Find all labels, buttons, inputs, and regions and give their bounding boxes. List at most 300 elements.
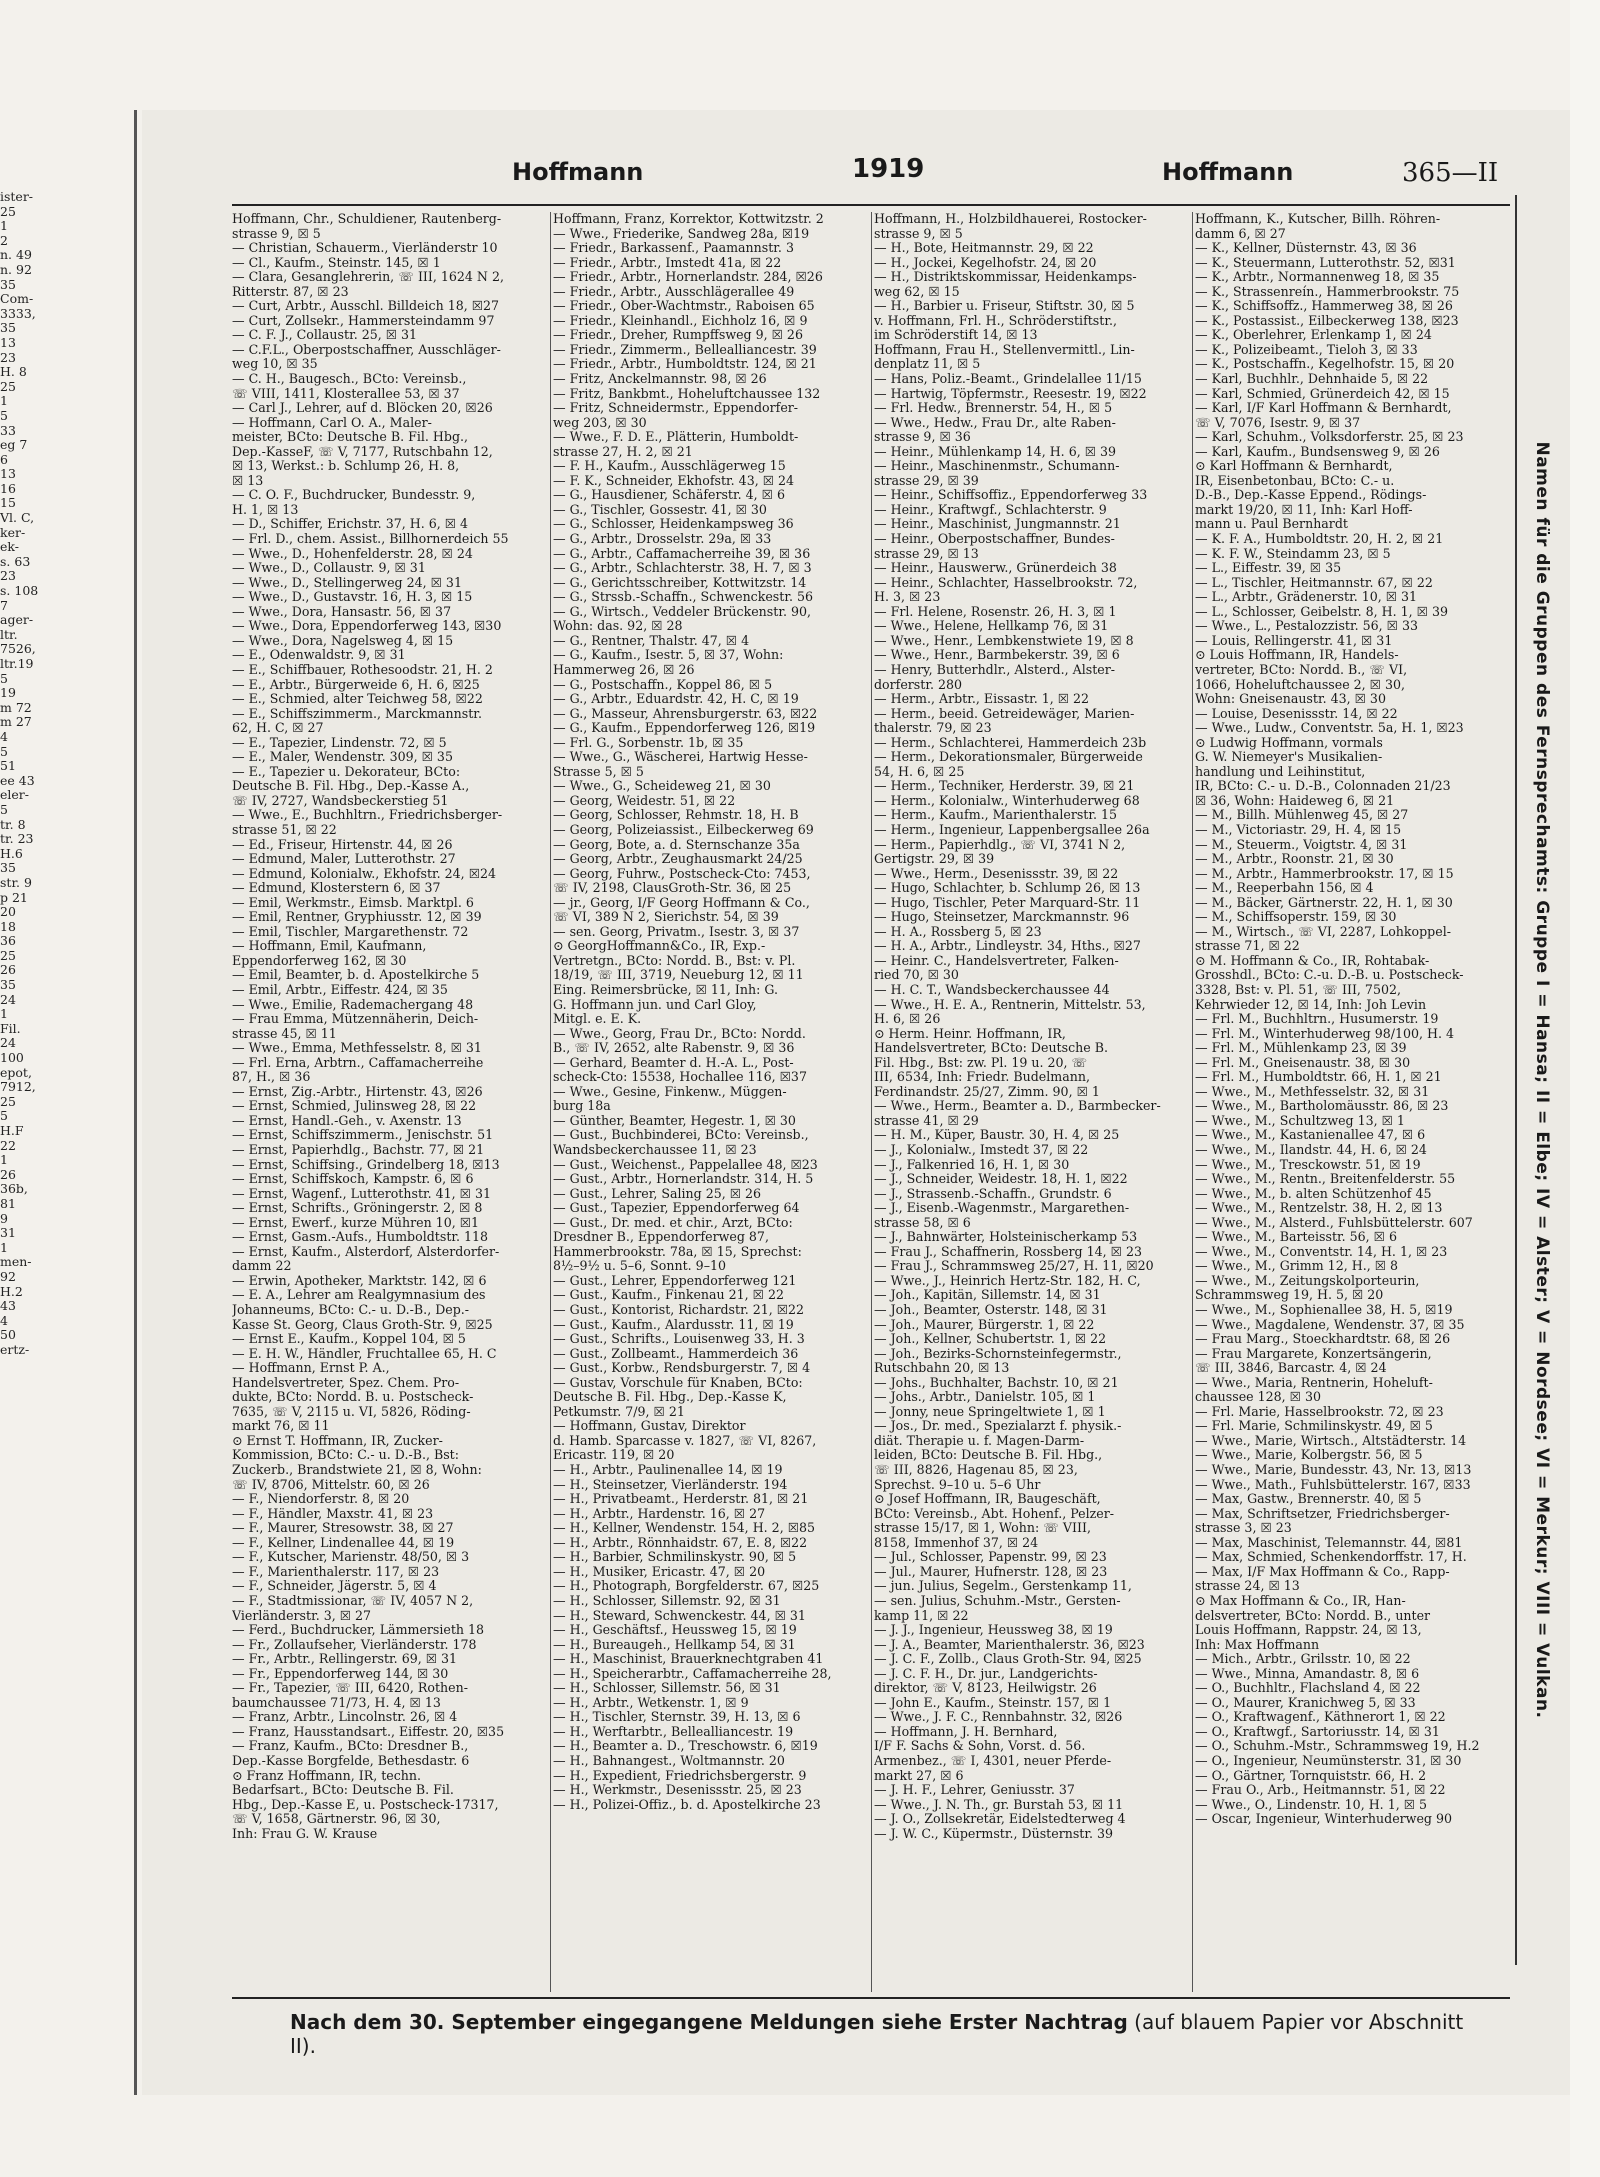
directory-entry-line: — Franz, Arbtr., Lincolnstr. 26, ☒ 4 (232, 1710, 458, 1725)
fragment-line: 51 (0, 758, 16, 774)
directory-entry-line: — Gust., Weichenst., Pappelallee 48, ☒23 (553, 1157, 818, 1172)
directory-entry-line: strasse 27, H. 2, ☒ 21 (553, 444, 693, 459)
directory-entry-line: ⊙ Karl Hoffmann & Bernhardt, (1195, 459, 1393, 474)
directory-entry-line: — H., Bote, Heitmannstr. 29, ☒ 22 (874, 241, 1094, 256)
directory-entry-line: — Georg, Polizeiassist., Eilbeckerweg 69 (553, 822, 814, 837)
directory-entry-line: — Friedr., Arbtr., Ausschlägerallee 49 (553, 284, 795, 299)
fragment-line: ager- (0, 612, 34, 628)
fragment-line: 3333, (0, 305, 36, 321)
directory-entry-line: — Frl. G., Sorbenstr. 1b, ☒ 35 (553, 735, 744, 750)
directory-entry-line: ☏ III, 3846, Barcastr. 4, ☒ 24 (1195, 1361, 1387, 1376)
fragment-line: 100 (0, 1050, 24, 1066)
directory-entry-line: — Edmund, Maler, Lutterothstr. 27 (232, 852, 456, 867)
directory-entry-line: Bedarfsart., BCto: Deutsche B. Fil. (232, 1783, 454, 1798)
directory-entry-line: — Wwe., D., Collaustr. 9, ☒ 31 (232, 561, 426, 576)
fragment-line: 35 (0, 320, 16, 336)
directory-entry-line: delsvertreter, BCto: Nordd. B., unter (1195, 1608, 1431, 1623)
directory-entry-line: Inh: Frau G. W. Krause (232, 1826, 378, 1841)
directory-entry-line: Fil. Hbg., Bst: zw. Pl. 19 u. 20, ☏ (874, 1055, 1088, 1070)
directory-entry-line: — Frl. D., chem. Assist., Billhornerdeich 55 (232, 532, 509, 547)
fragment-line: n. 49 (0, 247, 32, 263)
directory-entry-line: Hammerbrookstr. 78a, ☒ 15, Sprechst: (553, 1244, 802, 1259)
fragment-line: ker- (0, 524, 26, 540)
fragment-line: ltr. (0, 626, 18, 642)
directory-entry-line: — Herm., Arbtr., Eissastr. 1, ☒ 22 (874, 692, 1090, 707)
directory-entry-line: — J. W. C., Küpermstr., Düsternstr. 39 (874, 1826, 1114, 1841)
directory-entry-line: damm 22 (232, 1259, 292, 1274)
directory-entry-line: — H. A., Rossberg 5, ☒ 23 (874, 924, 1042, 939)
directory-entry-line: — Emil, Werkmstr., Eimsb. Marktpl. 6 (232, 895, 474, 910)
directory-entry-line: — G., Rentner, Thalstr. 47, ☒ 4 (553, 633, 750, 648)
directory-entry-line: — Ernst, Kaufm., Alsterdorf, Alsterdorfer- (232, 1244, 500, 1259)
directory-entry-line: — H., Jockei, Kegelhofstr. 24, ☒ 20 (874, 255, 1097, 270)
directory-entry-line: — H., Speicherarbtr., Caffamacherreihe 28, (553, 1666, 832, 1681)
directory-entry-line: Zuckerb., Brandstwiete 21, ☒ 8, Wohn: (232, 1463, 482, 1478)
directory-entry-line: — Wwe., M., Conventstr. 14, H. 1, ☒ 23 (1195, 1244, 1448, 1259)
directory-entry-line: — Karl, Buchhlr., Dehnhaide 5, ☒ 22 (1195, 372, 1429, 387)
directory-entry-line: — Friedr., Ober-Wachtmstr., Raboisen 65 (553, 299, 815, 314)
header-name-right: Hoffmann (1162, 158, 1294, 186)
directory-entry-line: — jr., Georg, I/F Georg Hoffmann & Co., (553, 895, 810, 910)
directory-entry-line: — Wwe., Emma, Methfesselstr. 8, ☒ 31 (232, 1041, 482, 1056)
directory-entry-line: — M., Arbtr., Roonstr. 21, ☒ 30 (1195, 852, 1394, 867)
directory-entry-line: — G., Arbtr., Schlachterstr. 38, H. 7, ☒ 3 (553, 561, 812, 576)
directory-entry-line: — Hoffmann, Carl O. A., Maler- (232, 415, 432, 430)
directory-entry-line: markt 19/20, ☒ 11, Inh: Karl Hoff- (1195, 502, 1413, 517)
fragment-line: 18 (0, 918, 16, 934)
fragment-line: 20 (0, 904, 16, 920)
fragment-line: str. 9 (0, 874, 32, 890)
directory-entry-line: Dep.-KasseF, ☏ V, 7177, Rutschbahn 12, (232, 444, 493, 459)
directory-entry-line: — Jul., Schlosser, Papenstr. 99, ☒ 23 (874, 1550, 1107, 1565)
directory-entry-line: — Max, Schmied, Schenkendorffstr. 17, H. (1195, 1550, 1467, 1565)
directory-entry-line: strasse 29, ☒ 13 (874, 546, 979, 561)
directory-entry-line: — K., Steuermann, Lutterothstr. 52, ☒31 (1195, 255, 1456, 270)
previous-page-fragment (0, 190, 40, 2070)
directory-entry-line: kamp 11, ☒ 22 (874, 1608, 969, 1623)
directory-entry-line: strasse 9, ☒ 5 (232, 226, 321, 241)
directory-entry-line: — Joh., Beamter, Osterstr. 148, ☒ 31 (874, 1303, 1108, 1318)
directory-entry-line: — Wwe., O., Lindenstr. 10, H. 1, ☒ 5 (1195, 1797, 1428, 1812)
directory-entry-line: — Wwe., Henr., Barmbekerstr. 39, ☒ 6 (874, 648, 1120, 663)
fragment-line: 25 (0, 203, 16, 219)
fragment-line: 7912, (0, 1079, 36, 1095)
directory-column-1 (232, 212, 547, 1992)
directory-entry-line: scheck-Cto: 15538, Hochallee 116, ☒37 (553, 1070, 807, 1085)
directory-entry-line: Hoffmann, Chr., Schuldiener, Rautenberg- (232, 212, 502, 226)
directory-entry-line: — Wwe., Math., Fuhlsbüttelerstr. 167, ☒33 (1195, 1477, 1471, 1492)
fragment-line: 5 (0, 1108, 8, 1124)
directory-entry-line: — O., Ingenieur, Neumünsterstr. 31, ☒ 30 (1195, 1753, 1462, 1768)
directory-entry-line: strasse 24, ☒ 13 (1195, 1579, 1300, 1594)
directory-entry-line: — Carl J., Lehrer, auf d. Blöcken 20, ☒26 (232, 401, 493, 416)
directory-entry-line: — Jul., Maurer, Hufnerstr. 128, ☒ 23 (874, 1564, 1108, 1579)
directory-entry-line: — Frau Marg., Stoeckhardtstr. 68, ☒ 26 (1195, 1332, 1451, 1347)
directory-entry-line: — Fritz, Anckelmannstr. 98, ☒ 26 (553, 372, 767, 387)
fragment-line: 50 (0, 1327, 16, 1343)
directory-entry-line: — Franz, Hausstandsart., Eiffestr. 20, ☒35 (232, 1724, 505, 1739)
directory-entry-line: — Wwe., Herm., Beamter a. D., Barmbecker- (874, 1099, 1161, 1114)
directory-entry-line: — Friedr., Zimmerm., Bellealliancestr. 39 (553, 342, 817, 357)
directory-entry-line: D.-B., Dep.-Kasse Eppend., Rödings- (1195, 488, 1427, 503)
directory-entry-line: — Oscar, Ingenieur, Winterhuderweg 90 (1195, 1812, 1453, 1827)
directory-entry-line: — Friedr., Kleinhandl., Eichholz 16, ☒ 9 (553, 313, 808, 328)
directory-entry-line: — H. C. T., Wandsbeckerchaussee 44 (874, 982, 1110, 997)
directory-entry-line: — Wwe., M., Grimm 12, H., ☒ 8 (1195, 1259, 1399, 1274)
gutter-line (134, 110, 137, 2095)
directory-entry-line: Ferdinandstr. 25/27, Zimm. 90, ☒ 1 (874, 1084, 1100, 1099)
directory-entry-line: — G., Wirtsch., Veddeler Brückenstr. 90, (553, 604, 811, 619)
fragment-line: 81 (0, 1195, 16, 1211)
directory-entry-line: ⊙ Max Hoffmann & Co., IR, Han- (1195, 1593, 1406, 1608)
fragment-line: H.2 (0, 1283, 23, 1299)
directory-column-4 (1195, 212, 1510, 1992)
directory-entry-line: — Friedr., Arbtr., Humboldtstr. 124, ☒ 21 (553, 357, 817, 372)
directory-entry-line: — Ernst, Handl.-Geh., v. Axenstr. 13 (232, 1113, 462, 1128)
directory-entry-line: — M., Billh. Mühlenweg 45, ☒ 27 (1195, 808, 1409, 823)
directory-entry-line: meister, BCto: Deutsche B. Fil. Hbg., (232, 430, 469, 445)
fragment-line: 92 (0, 1268, 16, 1284)
directory-entry-line: ☒ 13 (232, 473, 264, 488)
directory-entry-line: — C.F.L., Oberpostschaffner, Ausschläger- (232, 342, 501, 357)
directory-entry-line: — Herm., Techniker, Herderstr. 39, ☒ 21 (874, 779, 1135, 794)
directory-entry-line: — Wwe., J. N. Th., gr. Burstah 53, ☒ 11 (874, 1797, 1124, 1812)
directory-entry-line: — Wwe., M., Alsterd., Fuhlsbüttelerstr. 607 (1195, 1215, 1473, 1230)
directory-entry-line: strasse 3, ☒ 23 (1195, 1521, 1292, 1536)
directory-entry-line: — Gust., Tapezier, Eppendorferweg 64 (553, 1201, 800, 1216)
directory-entry-line: — Ernst, Schiffszimmerm., Jenischstr. 51 (232, 1128, 494, 1143)
directory-entry-line: — Emil, Arbtr., Eiffestr. 424, ☒ 35 (232, 982, 448, 997)
directory-entry-line: — Georg, Schlosser, Rehmstr. 18, H. B (553, 808, 799, 823)
directory-entry-line: weg 10, ☒ 35 (232, 357, 318, 372)
directory-entry-line: ⊙ Franz Hoffmann, IR, techn. (232, 1768, 422, 1783)
directory-entry-line: — H., Barbier u. Friseur, Stiftstr. 30, ☒ 5 (874, 299, 1135, 314)
directory-entry-line: — Wwe., Dora, Hansastr. 56, ☒ 37 (232, 604, 452, 619)
directory-entry-line: denplatz 11, ☒ 5 (874, 357, 981, 372)
directory-entry-line: — Henry, Butterhdlr., Alsterd., Alster- (874, 662, 1115, 677)
directory-entry-line: Grosshdl., BCto: C.-u. D.-B. u. Postscheck- (1195, 968, 1464, 983)
directory-entry-line: — Joh., Bezirks-Schornsteinfegermstr., (874, 1346, 1122, 1361)
directory-entry-line: strasse 45, ☒ 11 (232, 1026, 337, 1041)
fragment-line: 24 (0, 1035, 16, 1051)
directory-entry-line: — O., Gärtner, Tornquiststr. 66, H. 2 (1195, 1768, 1427, 1783)
directory-entry-line: G. W. Niemeyer's Musikalien- (1195, 750, 1383, 765)
directory-entry-line: v. Hoffmann, Frl. H., Schröderstiftstr., (874, 313, 1117, 328)
directory-entry-line: — Hoffmann, Gustav, Direktor (553, 1419, 746, 1434)
directory-entry-line: — K., Postassist., Eilbeckerweg 138, ☒23 (1195, 313, 1459, 328)
directory-entry-line: — H., Geschäftsf., Heussweg 15, ☒ 19 (553, 1623, 797, 1638)
directory-entry-line: Schrammsweg 19, H. 5, ☒ 20 (1195, 1288, 1384, 1303)
directory-entry-line: — Fr., Zollaufseher, Vierländerstr. 178 (232, 1637, 477, 1652)
directory-entry-line: d. Hamb. Sparcasse v. 1827, ☏ VI, 8267, (553, 1433, 817, 1448)
directory-entry-line: — H., Musiker, Ericastr. 47, ☒ 20 (553, 1564, 766, 1579)
directory-entry-line: — Wwe., Marie, Kolbergstr. 56, ☒ 5 (1195, 1448, 1423, 1463)
directory-entry-line: — Georg, Fuhrw., Postscheck-Cto: 7453, (553, 866, 811, 881)
directory-entry-line: — E., Schiffszimmerm., Marckmannstr. (232, 706, 482, 721)
fragment-line: 13 (0, 334, 16, 350)
directory-entry-line: Sprechst. 9–10 u. 5–6 Uhr (874, 1477, 1041, 1492)
fragment-line: tr. 8 (0, 816, 26, 832)
directory-entry-line: — Wwe., Hedw., Frau Dr., alte Raben- (874, 415, 1116, 430)
fragment-line: 36 (0, 933, 16, 949)
directory-entry-line: — L., Eiffestr. 39, ☒ 35 (1195, 561, 1342, 576)
directory-entry-line: — F., Niendorferstr. 8, ☒ 20 (232, 1492, 410, 1507)
directory-entry-line: dukte, BCto: Nordd. B. u. Postscheck- (232, 1390, 474, 1405)
directory-entry-line: — Frl. M., Buchhltrn., Husumerstr. 19 (1195, 1012, 1439, 1027)
directory-entry-line: — Wwe., M., Sophienallee 38, H. 5, ☒19 (1195, 1303, 1453, 1318)
directory-entry-line: ☏ III, 8826, Hagenau 85, ☒ 23, (874, 1463, 1078, 1478)
directory-entry-line: I/F F. Sachs & Sohn, Vorst. d. 56. (874, 1739, 1086, 1754)
fragment-line: 23 (0, 349, 16, 365)
directory-entry-line: — Max, Schriftsetzer, Friedrichsberger- (1195, 1506, 1450, 1521)
scan-edge (1570, 0, 1600, 2177)
directory-entry-line: Handelsvertreter, BCto: Deutsche B. (874, 1041, 1108, 1056)
directory-entry-line: — E., Odenwaldstr. 9, ☒ 31 (232, 648, 406, 663)
directory-entry-line: — Frau O., Arb., Heitmannstr. 51, ☒ 22 (1195, 1783, 1446, 1798)
directory-entry-line: — Gust., Lehrer, Saling 25, ☒ 26 (553, 1186, 762, 1201)
directory-entry-line: ☏ IV, 2727, Wandsbeckerstieg 51 (232, 793, 449, 808)
fragment-line: 6 (0, 451, 8, 467)
directory-entry-line: Vierländerstr. 3, ☒ 27 (232, 1608, 372, 1623)
directory-entry-line: ☏ IV, 2198, ClausGroth-Str. 36, ☒ 25 (553, 881, 792, 896)
fragment-line: 19 (0, 685, 16, 701)
directory-entry-line: — F., Marienthalerstr. 117, ☒ 23 (232, 1564, 440, 1579)
directory-entry-line: — Karl, Schmied, Grünerdeich 42, ☒ 15 (1195, 386, 1450, 401)
directory-entry-line: — Wwe., M., Kastanienallee 47, ☒ 6 (1195, 1128, 1426, 1143)
directory-entry-line: — L., Schlosser, Geibelstr. 8, H. 1, ☒ 39 (1195, 604, 1448, 619)
directory-entry-line: Deutsche B. Fil. Hbg., Dep.-Kasse K, (553, 1390, 787, 1405)
directory-entry-line: burg 18a (553, 1099, 611, 1114)
directory-entry-line: G. Hoffmann jun. und Carl Gloy, (553, 997, 757, 1012)
directory-entry-line: — Edmund, Kolonialw., Ekhofstr. 24, ☒24 (232, 866, 497, 881)
directory-entry-line: — Curt, Zollsekr., Hammersteindamm 97 (232, 313, 495, 328)
directory-entry-line: — Herm., beeid. Getreidewäger, Marien- (874, 706, 1135, 721)
directory-entry-line: — Louise, Desenissstr. 14, ☒ 22 (1195, 706, 1398, 721)
directory-entry-line: 54, H. 6, ☒ 25 (874, 764, 965, 779)
fragment-line: ertz- (0, 1341, 30, 1357)
directory-entry-line: dorferstr. 280 (874, 677, 963, 692)
directory-entry-line: — Frl. M., Winterhuderweg 98/100, H. 4 (1195, 1026, 1455, 1041)
directory-entry-line: — O., Maurer, Kranichweg 5, ☒ 33 (1195, 1695, 1416, 1710)
fragment-line: H. 8 (0, 364, 27, 380)
directory-entry-line: — Frl. M., Gneisenaustr. 38, ☒ 30 (1195, 1055, 1411, 1070)
fragment-line: 15 (0, 495, 16, 511)
directory-entry-line: ⊙ Ludwig Hoffmann, vormals (1195, 735, 1383, 750)
fragment-line: 1 (0, 1152, 8, 1168)
directory-entry-line: — Heinr., Schlachter, Hasselbrookstr. 72, (874, 575, 1138, 590)
directory-entry-line: — E., Maler, Wendenstr. 309, ☒ 35 (232, 750, 453, 765)
directory-entry-line: ⊙ M. Hoffmann & Co., IR, Rohtabak- (1195, 953, 1430, 968)
directory-entry-line: — H., Bureaugeh., Hellkamp 54, ☒ 31 (553, 1637, 796, 1652)
directory-entry-line: — G., Arbtr., Drosselstr. 29a, ☒ 33 (553, 532, 772, 547)
directory-entry-line: — F., Maurer, Stresowstr. 38, ☒ 27 (232, 1521, 454, 1536)
fragment-line: m 27 (0, 714, 32, 730)
directory-entry-line: — Wwe., Henr., Lembkenstwiete 19, ☒ 8 (874, 633, 1134, 648)
directory-entry-line: — Heinr., Schiffsoffiz., Eppendorferweg 33 (874, 488, 1148, 503)
directory-entry-line: strasse 41, ☒ 29 (874, 1113, 979, 1128)
directory-entry-line: — Hugo, Tischler, Peter Marquard-Str. 11 (874, 895, 1141, 910)
directory-entry-line: — Gust., Kaufm., Alardusstr. 11, ☒ 19 (553, 1317, 794, 1332)
directory-entry-line: — Ed., Friseur, Hirtenstr. 44, ☒ 26 (232, 837, 453, 852)
directory-entry-line: — Georg, Bote, a. d. Sternschanze 35a (553, 837, 800, 852)
directory-entry-line: — jun. Julius, Segelm., Gerstenkamp 11, (874, 1579, 1132, 1594)
directory-entry-line: — F. K., Schneider, Ekhofstr. 43, ☒ 24 (553, 473, 795, 488)
directory-entry-line: — Wwe., Magdalene, Wendenstr. 37, ☒ 35 (1195, 1317, 1465, 1332)
directory-entry-line: strasse 9, ☒ 36 (874, 430, 971, 445)
directory-entry-line: 3328, Bst: v. Pl. 51, ☏ III, 7502, (1195, 982, 1401, 997)
directory-entry-line: — Georg, Weidestr. 51, ☒ 22 (553, 793, 736, 808)
fragment-line: 1 (0, 1006, 8, 1022)
directory-entry-line: — Ernst, Zig.-Arbtr., Hirtenstr. 43, ☒26 (232, 1084, 483, 1099)
directory-entry-line: — Hugo, Steinsetzer, Marckmannstr. 96 (874, 910, 1130, 925)
directory-entry-line: — H., Schlosser, Sillemstr. 56, ☒ 31 (553, 1681, 781, 1696)
directory-entry-line: Hammerweg 26, ☒ 26 (553, 662, 695, 677)
directory-entry-line: — Wwe., M., Barteisstr. 56, ☒ 6 (1195, 1230, 1397, 1245)
directory-entry-line: chaussee 128, ☒ 30 (1195, 1390, 1321, 1405)
fragment-line: Vl. C, (0, 510, 35, 526)
fragment-line: n. 92 (0, 261, 32, 277)
directory-entry-line: — Wwe., G., Scheideweg 21, ☒ 30 (553, 779, 771, 794)
directory-entry-line: — H., Bahnangest., Woltmannstr. 20 (553, 1753, 785, 1768)
directory-entry-line: — M., Bäcker, Gärtnerstr. 22, H. 1, ☒ 30 (1195, 895, 1453, 910)
column-divider (550, 212, 551, 1992)
directory-entry-line: — Ernst, Schrifts., Gröningerstr. 2, ☒ 8 (232, 1201, 483, 1216)
directory-entry-line: — sen. Georg, Privatm., Isestr. 3, ☒ 37 (553, 924, 800, 939)
directory-entry-line: Strasse 5, ☒ 5 (553, 764, 644, 779)
directory-entry-line: — Joh., Maurer, Bürgerstr. 1, ☒ 22 (874, 1317, 1095, 1332)
fragment-line: ee 43 (0, 772, 35, 788)
directory-entry-line: — Gust., Korbw., Rendsburgerstr. 7, ☒ 4 (553, 1361, 811, 1376)
directory-entry-line: Eppendorferweg 162, ☒ 30 (232, 953, 407, 968)
directory-entry-line: — Herm., Schlachterei, Hammerdeich 23b (874, 735, 1147, 750)
fragment-line: 7 (0, 597, 8, 613)
directory-entry-line: — M., Wirtsch., ☏ VI, 2287, Lohkoppel- (1195, 924, 1451, 939)
directory-entry-line: — Wwe., M., Bartholomäusstr. 86, ☒ 23 (1195, 1099, 1449, 1114)
directory-entry-line: — Wwe., M., Rentzelstr. 38, H. 2, ☒ 13 (1195, 1201, 1443, 1216)
directory-entry-line: — H., Beamter a. D., Treschowstr. 6, ☒19 (553, 1739, 818, 1754)
directory-entry-line: Hoffmann, H., Holzbildhauerei, Rostocker- (874, 212, 1147, 226)
directory-entry-line: — Gerhard, Beamter d. H.-A. L., Post- (553, 1055, 794, 1070)
directory-entry-line: — Joh., Kellner, Schubertstr. 1, ☒ 22 (874, 1332, 1107, 1347)
column-divider (871, 212, 872, 1992)
page-number: 365—II (1402, 158, 1499, 188)
directory-entry-line: — Wwe., J. F. C., Rennbahnstr. 32, ☒26 (874, 1710, 1123, 1725)
directory-entry-line: — G., Postschaffn., Koppel 86, ☒ 5 (553, 677, 773, 692)
directory-entry-line: vertreter, BCto: Nordd. B., ☏ VI, (1195, 662, 1408, 677)
fragment-line: 26 (0, 1166, 16, 1182)
directory-entry-line: — D., Schiffer, Erichstr. 37, H. 6, ☒ 4 (232, 517, 469, 532)
fragment-line: 26 (0, 962, 16, 978)
directory-entry-line: Wandsbeckerchaussee 11, ☒ 23 (553, 1143, 757, 1157)
directory-entry-line: — Heinr., Hauswerw., Grünerdeich 38 (874, 561, 1117, 576)
directory-entry-line: — Gust., Lehrer, Eppendorferweg 121 (553, 1273, 797, 1288)
directory-entry-line: — O., Kraftwagenf., Käthnerort 1, ☒ 22 (1195, 1710, 1446, 1725)
directory-entry-line: — Clara, Gesanglehrerin, ☏ III, 1624 N 2, (232, 270, 504, 285)
directory-entry-line: — Wwe., Maria, Rentnerin, Hoheluft- (1195, 1375, 1433, 1390)
directory-entry-line: — Fr., Tapezier, ☏ III, 6420, Rothen- (232, 1681, 468, 1696)
directory-entry-line: — Wwe., J., Heinrich Hertz-Str. 182, H. C, (874, 1273, 1141, 1288)
directory-entry-line: — Wwe., M., Tresckowstr. 51, ☒ 19 (1195, 1157, 1421, 1172)
fragment-line: 9 (0, 1210, 8, 1226)
directory-entry-line: — Curt, Arbtr., Ausschl. Billdeich 18, ☒27 (232, 299, 500, 314)
directory-entry-line: — L., Arbtr., Grädenerstr. 10, ☒ 31 (1195, 590, 1418, 605)
directory-entry-line: ⊙ Herm. Heinr. Hoffmann, IR, (874, 1026, 1066, 1041)
directory-entry-line: — Wwe., Marie, Bundesstr. 43, Nr. 13, ☒13 (1195, 1463, 1472, 1478)
directory-entry-line: — Frl. Erna, Arbtrn., Caffamacherreihe (232, 1055, 484, 1070)
directory-entry-line: — Friedr., Dreher, Rumpffsweg 9, ☒ 26 (553, 328, 803, 343)
directory-entry-line: H. 1, ☒ 13 (232, 502, 299, 517)
directory-entry-line: — H., Polizei-Offiz., b. d. Apostelkirche 23 (553, 1797, 821, 1812)
directory-entry-line: — Ernst, Schmied, Julinsweg 28, ☒ 22 (232, 1099, 477, 1114)
directory-entry-line: — Wwe., Minna, Amandastr. 8, ☒ 6 (1195, 1666, 1420, 1681)
directory-entry-line: — Frl. Helene, Rosenstr. 26, H. 3, ☒ 1 (874, 604, 1117, 619)
directory-entry-line: — O., Kraftwgf., Sartoriusstr. 14, ☒ 31 (1195, 1724, 1440, 1739)
directory-entry-line: — K., Polizeibeamt., Tieloh 3, ☒ 33 (1195, 342, 1418, 357)
directory-entry-line: ☏ VI, 389 N 2, Sierichstr. 54, ☒ 39 (553, 910, 779, 925)
directory-entry-line: 87, H., ☒ 36 (232, 1070, 311, 1085)
fragment-line: 5 (0, 743, 8, 759)
directory-entry-line: — L., Tischler, Heitmannstr. 67, ☒ 22 (1195, 575, 1433, 590)
directory-entry-line: Deutsche B. Fil. Hbg., Dep.-Kasse A., (232, 779, 470, 794)
directory-entry-line: — Herm., Papierhdlg., ☏ VI, 3741 N 2, (874, 837, 1126, 852)
directory-entry-line: — Wwe., Gesine, Finkenw., Müggen- (553, 1084, 787, 1099)
directory-entry-line: — G., Schlosser, Heidenkampsweg 36 (553, 517, 794, 532)
fragment-line: 25 (0, 378, 16, 394)
directory-entry-line: — F., Kellner, Lindenallee 44, ☒ 19 (232, 1535, 455, 1550)
directory-entry-line: — M., Reeperbahn 156, ☒ 4 (1195, 881, 1374, 896)
fragment-line: eler- (0, 787, 29, 803)
directory-entry-line: — C. H., Baugesch., BCto: Vereinsb., (232, 372, 467, 387)
directory-entry-line: — Wwe., M., Ilandstr. 44, H. 6, ☒ 24 (1195, 1143, 1427, 1157)
directory-entry-line: — Gust., Buchbinderei, BCto: Vereinsb., (553, 1128, 809, 1143)
fragment-line: eg 7 (0, 437, 28, 453)
directory-entry-line: — Heinr., Kraftwgf., Schlachterstr. 9 (874, 502, 1107, 517)
directory-entry-line: IR, Eisenbetonbau, BCto: C.- u. (1195, 473, 1395, 488)
directory-entry-line: ☏ IV, 8706, Mittelstr. 60, ☒ 26 (232, 1477, 430, 1492)
directory-entry-line: — Hoffmann, Emil, Kaufmann, (232, 939, 427, 954)
directory-entry-line: Johanneums, BCto: C.- u. D.-B., Dep.- (232, 1303, 470, 1318)
directory-entry-line: — Gust., Kaufm., Finkenau 21, ☒ 22 (553, 1288, 784, 1303)
directory-entry-line: — John E., Kaufm., Steinstr. 157, ☒ 1 (874, 1695, 1112, 1710)
directory-entry-line: — J. C. F., Zollb., Claus Groth-Str. 94, ☒25 (874, 1652, 1142, 1667)
fragment-line: 36b, (0, 1181, 28, 1197)
directory-entry-line: — Wwe., M., b. alten Schützenhof 45 (1195, 1186, 1432, 1201)
directory-entry-line: — G., Arbtr., Caffamacherreihe 39, ☒ 36 (553, 546, 811, 561)
directory-entry-line: Kommission, BCto: C.- u. D.-B., Bst: (232, 1448, 459, 1463)
directory-entry-line: — Friedr., Arbtr., Imstedt 41a, ☒ 22 (553, 255, 782, 270)
directory-entry-line: — Wwe., F. D. E., Plätterin, Humboldt- (553, 430, 799, 445)
directory-entry-line: — Erwin, Apotheker, Marktstr. 142, ☒ 6 (232, 1273, 487, 1288)
directory-entry-line: 1066, Hoheluftchaussee 2, ☒ 30, (1195, 677, 1406, 692)
fragment-line: m 72 (0, 699, 32, 715)
directory-entry-line: — Frau J., Schaffnerin, Rossberg 14, ☒ 23 (874, 1244, 1142, 1259)
directory-entry-line: — Wwe., Georg, Frau Dr., BCto: Nordd. (553, 1026, 806, 1041)
fragment-line: ltr.19 (0, 656, 34, 671)
directory-entry-line: — K., Postschaffn., Kegelhofstr. 15, ☒ 20 (1195, 357, 1455, 372)
directory-entry-line: diät. Therapie u. f. Magen-Darm- (874, 1433, 1085, 1448)
fragment-line: 25 (0, 947, 16, 963)
directory-entry-line: strasse 58, ☒ 6 (874, 1215, 971, 1230)
directory-entry-line: — H., Tischler, Sternstr. 39, H. 13, ☒ 6 (553, 1710, 801, 1725)
directory-entry-line: Ritterstr. 87, ☒ 23 (232, 284, 349, 299)
fragment-line: 5 (0, 670, 8, 686)
directory-entry-line: — Herm., Ingenieur, Lappenbergsallee 26a (874, 822, 1150, 837)
directory-entry-line: — Jonny, neue Springeltwiete 1, ☒ 1 (874, 1404, 1106, 1419)
directory-entry-line: Hoffmann, K., Kutscher, Billh. Röhren- (1195, 212, 1441, 226)
directory-entry-line: strasse 51, ☒ 22 (232, 822, 337, 837)
directory-entry-line: — Wwe., Marie, Wirtsch., Altstädterstr. 14 (1195, 1433, 1467, 1448)
directory-entry-line: im Schröderstift 14, ☒ 13 (874, 328, 1038, 343)
